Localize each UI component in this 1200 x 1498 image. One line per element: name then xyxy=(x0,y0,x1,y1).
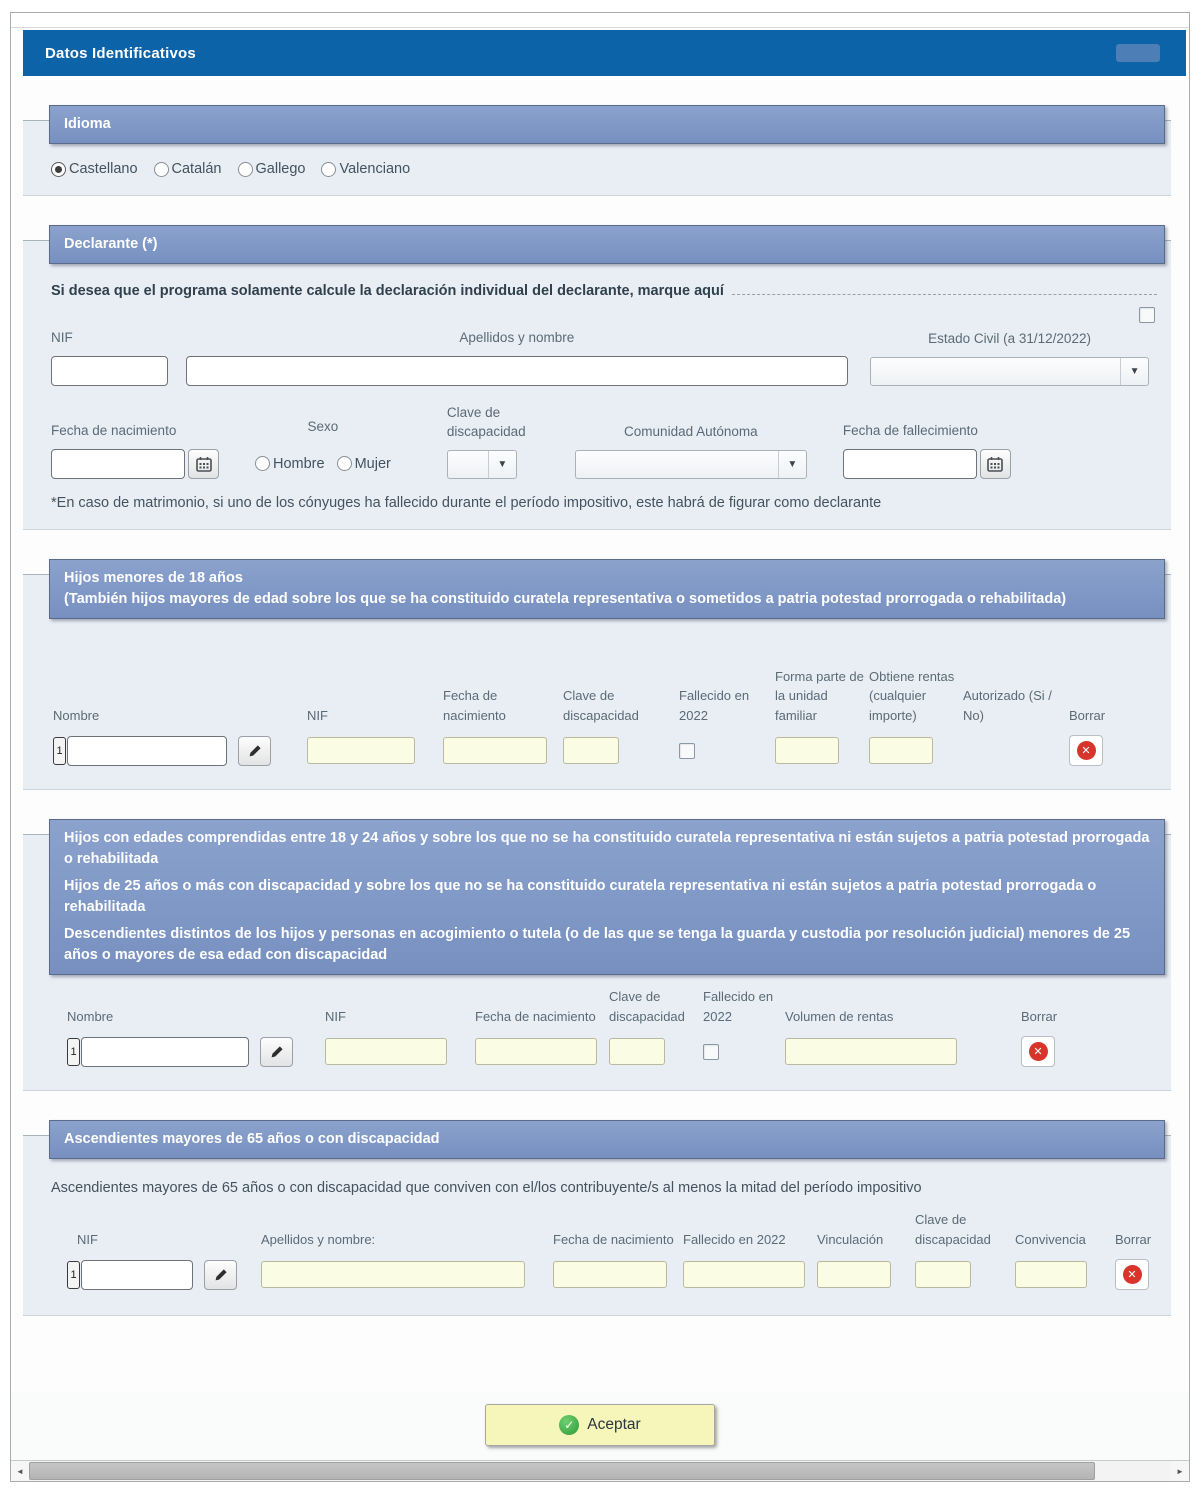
delete-icon: ✕ xyxy=(1123,1265,1142,1284)
check-icon: ✓ xyxy=(559,1415,579,1435)
hijos-mayores-row: Nombre 1 NIF Fecha de nacimiento Clave de discapacidad Fallecido en 2022 Volumen de rentas Borrar ✕ xyxy=(67,987,1157,1068)
calendar-icon xyxy=(196,456,212,472)
fecha-nacimiento-label: Fecha de nacimiento xyxy=(51,422,177,438)
radio-icon xyxy=(321,162,336,177)
radio-gallego[interactable]: Gallego xyxy=(238,161,306,177)
fecha-nacimiento-input[interactable] xyxy=(51,449,185,479)
apellidos-input[interactable] xyxy=(186,356,849,386)
footer xyxy=(11,1392,1189,1460)
ascendientes-legend: Ascendientes mayores de 65 años o con discapacidad xyxy=(49,1120,1165,1159)
radio-valenciano[interactable]: Valenciano xyxy=(321,161,410,177)
delete-icon: ✕ xyxy=(1029,1042,1048,1061)
ascendiente-fallecido-input[interactable] xyxy=(683,1261,805,1288)
hijo-menor-fallecido-checkbox[interactable] xyxy=(679,743,695,759)
hijo-menor-delete-button[interactable] xyxy=(1069,735,1103,766)
comunidad-label: Comunidad Autónoma xyxy=(624,423,758,439)
dotted-leader xyxy=(732,294,1157,295)
pencil-icon xyxy=(248,744,262,758)
ascendiente-nif-input[interactable] xyxy=(81,1260,193,1290)
radio-icon xyxy=(255,456,270,471)
datos-identificativos-dialog xyxy=(10,12,1190,1482)
clave-discapacidad-select[interactable] xyxy=(447,450,517,479)
ascendiente-convivencia-input[interactable] xyxy=(1015,1261,1087,1288)
hijo-mayor-clave-discapacidad-input[interactable] xyxy=(609,1038,665,1065)
radio-castellano[interactable]: Castellano xyxy=(51,161,138,177)
hijo-mayor-edit-button[interactable] xyxy=(260,1037,293,1067)
apellidos-label: Apellidos y nombre xyxy=(459,330,575,345)
radio-selected-icon xyxy=(51,162,66,177)
hijo-menor-edit-button[interactable] xyxy=(238,736,271,766)
hijos-menores-legend: Hijos menores de 18 años (También hijos mayores de edad sobre los que se ha constituido curatela representativa o sometidos a patria potestad prorrogada o rehabilitada) xyxy=(49,559,1165,619)
ascendientes-row: NIF 1 Apellidos y nombre: Fecha de nacimiento Fallecido en 2022 Vinculación Clave de discapacidad Convivencia Borrar ✕ xyxy=(67,1210,1157,1291)
ascendiente-clave-discapacidad-input[interactable] xyxy=(915,1261,971,1288)
scroll-right-icon: ► xyxy=(1176,1466,1184,1476)
estado-civil-select[interactable] xyxy=(870,357,1149,386)
scroll-right-button[interactable] xyxy=(1171,1461,1189,1481)
nif-input[interactable] xyxy=(51,356,168,386)
delete-icon: ✕ xyxy=(1077,741,1096,760)
fecha-fallecimiento-calendar-button[interactable] xyxy=(980,449,1011,479)
radio-catalan[interactable]: Catalán xyxy=(154,161,222,177)
radio-mujer[interactable]: Mujer xyxy=(337,456,391,472)
hijo-menor-fecha-nacimiento-input[interactable] xyxy=(443,737,547,764)
aceptar-button[interactable] xyxy=(485,1404,715,1446)
scroll-left-icon: ◄ xyxy=(16,1466,24,1476)
hijo-mayor-fecha-nacimiento-input[interactable] xyxy=(475,1038,597,1065)
radio-icon xyxy=(337,456,352,471)
ascendiente-vinculacion-input[interactable] xyxy=(817,1261,891,1288)
individual-declaration-note: Si desea que el programa solamente calcule la declaración individual del declarante, marque aquí xyxy=(51,283,724,299)
aceptar-label: Aceptar xyxy=(587,1416,641,1433)
idioma-radio-group xyxy=(51,161,1171,177)
pencil-icon xyxy=(270,1045,284,1059)
fecha-fallecimiento-label: Fecha de fallecimiento xyxy=(842,422,978,438)
pencil-icon xyxy=(214,1268,228,1282)
matrimonio-footnote: *En caso de matrimonio, si uno de los cónyuges ha fallecido durante el período impositivo, este habrá de figurar como declarante xyxy=(51,494,882,511)
hijo-menor-nombre-input[interactable] xyxy=(67,736,227,766)
hijo-mayor-nif-input[interactable] xyxy=(325,1038,447,1065)
section-declarante xyxy=(23,236,1171,530)
section-hijos-mayores xyxy=(23,830,1171,1091)
hijo-menor-unidad-familiar-input[interactable] xyxy=(775,737,839,764)
section-hijos-menores xyxy=(23,569,1171,791)
titlebar-handle-button[interactable] xyxy=(1116,44,1160,62)
fecha-fallecimiento-input[interactable] xyxy=(843,449,977,479)
row-index-tag: 1 xyxy=(67,1261,80,1289)
hijo-mayor-delete-button[interactable] xyxy=(1021,1036,1055,1067)
declarante-legend: Declarante (*) xyxy=(49,225,1165,264)
radio-icon xyxy=(238,162,253,177)
individual-declaration-checkbox[interactable] xyxy=(1139,307,1155,323)
hijo-mayor-nombre-input[interactable] xyxy=(81,1037,249,1067)
section-ascendientes xyxy=(23,1131,1171,1316)
ascendientes-intro: Ascendientes mayores de 65 años o con discapacidad que conviven con el/los contribuyente/s al menos la mitad del período impositivo xyxy=(51,1180,922,1197)
hijo-menor-clave-discapacidad-input[interactable] xyxy=(563,737,619,764)
section-idioma xyxy=(23,116,1171,196)
ascendiente-apellidos-input[interactable] xyxy=(261,1261,525,1288)
radio-hombre[interactable]: Hombre xyxy=(255,456,325,472)
comunidad-select[interactable] xyxy=(575,450,807,479)
nif-label: NIF xyxy=(51,330,73,345)
sexo-label: Sexo xyxy=(307,418,339,434)
radio-icon xyxy=(154,162,169,177)
hijo-menor-obtiene-rentas-input[interactable] xyxy=(869,737,933,764)
dropdown-arrow-icon: ▼ xyxy=(1120,358,1148,385)
row-index-tag: 1 xyxy=(53,737,66,765)
ascendiente-delete-button[interactable] xyxy=(1115,1259,1149,1290)
hijos-mayores-legend: Hijos con edades comprendidas entre 18 y 24 años y sobre los que no se ha constituido curatela representativa ni están sujetos a patria potestad prorrogada o rehabilitada Hijos de 25 años o más con discapacidad y sobre los que no se ha constituido curatela representativa ni están sujetos a patria potestad prorrogada o rehabilitada Descendientes distintos de los hijos y personas en acogimiento o tutela (o de las que se tenga la guarda y custodia por resolución judicial) menores de 25 años o mayores de esa edad con discapacidad xyxy=(49,819,1165,975)
horizontal-scrollbar xyxy=(11,1460,1189,1481)
scrollbar-thumb[interactable] xyxy=(29,1462,1095,1480)
hijo-mayor-volumen-rentas-input[interactable] xyxy=(785,1038,957,1065)
estado-civil-label: Estado Civil (a 31/12/2022) xyxy=(928,331,1091,346)
ascendiente-fecha-nacimiento-input[interactable] xyxy=(553,1261,667,1288)
dropdown-arrow-icon: ▼ xyxy=(778,451,806,478)
ascendiente-edit-button[interactable] xyxy=(204,1260,237,1290)
hijos-menores-row: Nombre 1 NIF Fecha de nacimiento Clave de discapacidad Fallecido en 2022 Forma parte de la unidad familiar Obtiene rentas (cualquier importe) Autorizado (Si / No) Borrar ✕ xyxy=(53,667,1157,768)
scroll-left-button[interactable] xyxy=(11,1461,29,1481)
clave-discapacidad-label: Clave de discapacidad xyxy=(446,404,526,439)
dropdown-arrow-icon: ▼ xyxy=(488,451,516,478)
calendar-icon xyxy=(987,456,1003,472)
dialog-titlebar xyxy=(23,30,1186,76)
scrollbar-track[interactable] xyxy=(1095,1461,1171,1481)
dialog-title: Datos Identificativos xyxy=(45,44,196,62)
hijo-menor-nif-input[interactable] xyxy=(307,737,415,764)
fecha-nacimiento-calendar-button[interactable] xyxy=(188,449,219,479)
idioma-legend: Idioma xyxy=(49,105,1165,144)
hijo-mayor-fallecido-checkbox[interactable] xyxy=(703,1044,719,1060)
row-index-tag: 1 xyxy=(67,1038,80,1066)
window-top-strip xyxy=(11,13,1189,28)
